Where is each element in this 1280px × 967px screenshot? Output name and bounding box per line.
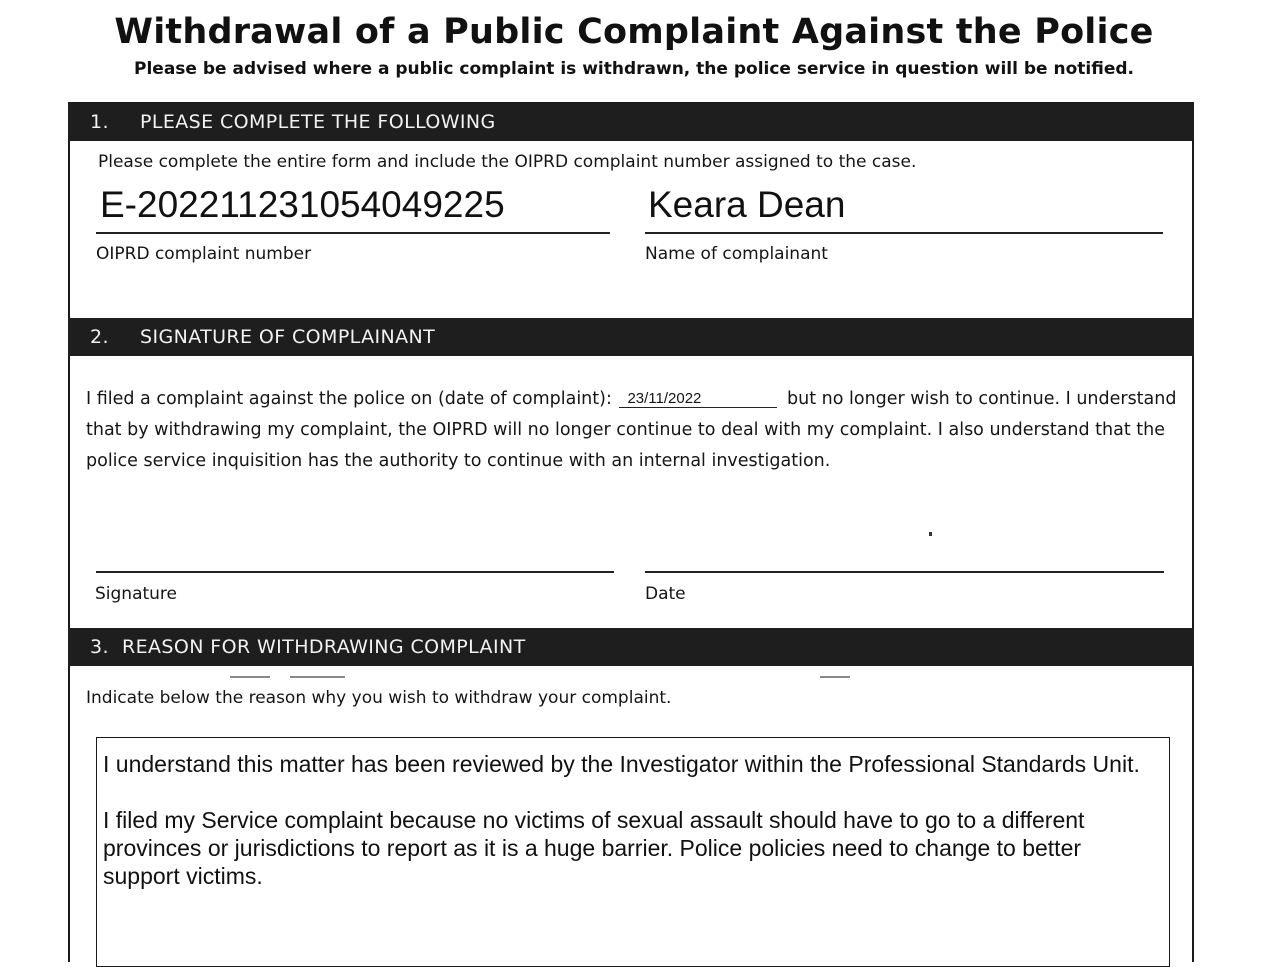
signature-label: Signature: [95, 584, 178, 604]
statement-text-after-date: but no longer wish to continue. I understand that by withdrawing my complaint, the OIPRD will no longer continue to deal with my complaint. I also understand that the police service inquisition has the authority to continue with an internal investigation.: [86, 389, 1177, 471]
section-3-instruction: Indicate below the reason why you wish to withdraw your complaint.: [86, 688, 672, 708]
scan-mark: [230, 676, 270, 678]
complaint-number-label: OIPRD complaint number: [96, 244, 312, 264]
reason-paragraph: I understand this matter has been reviewed by the Investigator within the Professional Standards Unit.: [103, 751, 1140, 777]
section-1-instruction: Please complete the entire form and include the OIPRD complaint number assigned to the case.: [98, 152, 917, 172]
complaint-number-underline: [96, 232, 610, 234]
date-line[interactable]: [645, 571, 1164, 573]
section-1-heading: PLEASE COMPLETE THE FOLLOWING: [140, 111, 496, 133]
section-1-header: [68, 103, 1194, 141]
document-title: Withdrawal of a Public Complaint Against the Police: [114, 12, 1154, 52]
complainant-name-label: Name of complainant: [645, 244, 828, 264]
document-subtitle: Please be advised where a public complaint is withdrawn, the police service in question will be notified.: [134, 59, 1134, 79]
section-3-heading: REASON FOR WITHDRAWING COMPLAINT: [122, 636, 526, 658]
complaint-number-value: E-20221123105404922​5: [100, 184, 505, 225]
date-label: Date: [645, 584, 686, 604]
scan-mark: [820, 676, 850, 678]
scan-mark: [290, 676, 345, 678]
section-1-number: 1.: [90, 111, 109, 133]
section-3-number: 3.: [90, 636, 109, 658]
section-2-number: 2.: [90, 326, 109, 348]
reason-textarea[interactable]: [96, 737, 1170, 967]
signature-line[interactable]: [96, 571, 614, 573]
reason-paragraph: I filed my Service complaint because no victims of sexual assault should have to go to a different provinces or jurisdictions to report as it is a huge barrier. Police policies need to change to better support victims.: [103, 807, 1085, 889]
complaint-number-field[interactable]: [100, 184, 505, 226]
complainant-name-value: Keara Dean: [648, 184, 846, 225]
section-2-header: [68, 318, 1194, 356]
withdrawal-statement: [86, 384, 1186, 477]
section-3-header: [68, 628, 1194, 666]
complainant-name-field[interactable]: [648, 184, 845, 226]
scan-speck: [929, 532, 932, 536]
section-2-heading: SIGNATURE OF COMPLAINANT: [140, 326, 436, 348]
complainant-name-underline: [645, 232, 1163, 234]
statement-text-before-date: I filed a complaint against the police on (date of complaint):: [86, 389, 612, 409]
date-of-complaint-field[interactable]: 23/11/2022: [619, 390, 777, 408]
